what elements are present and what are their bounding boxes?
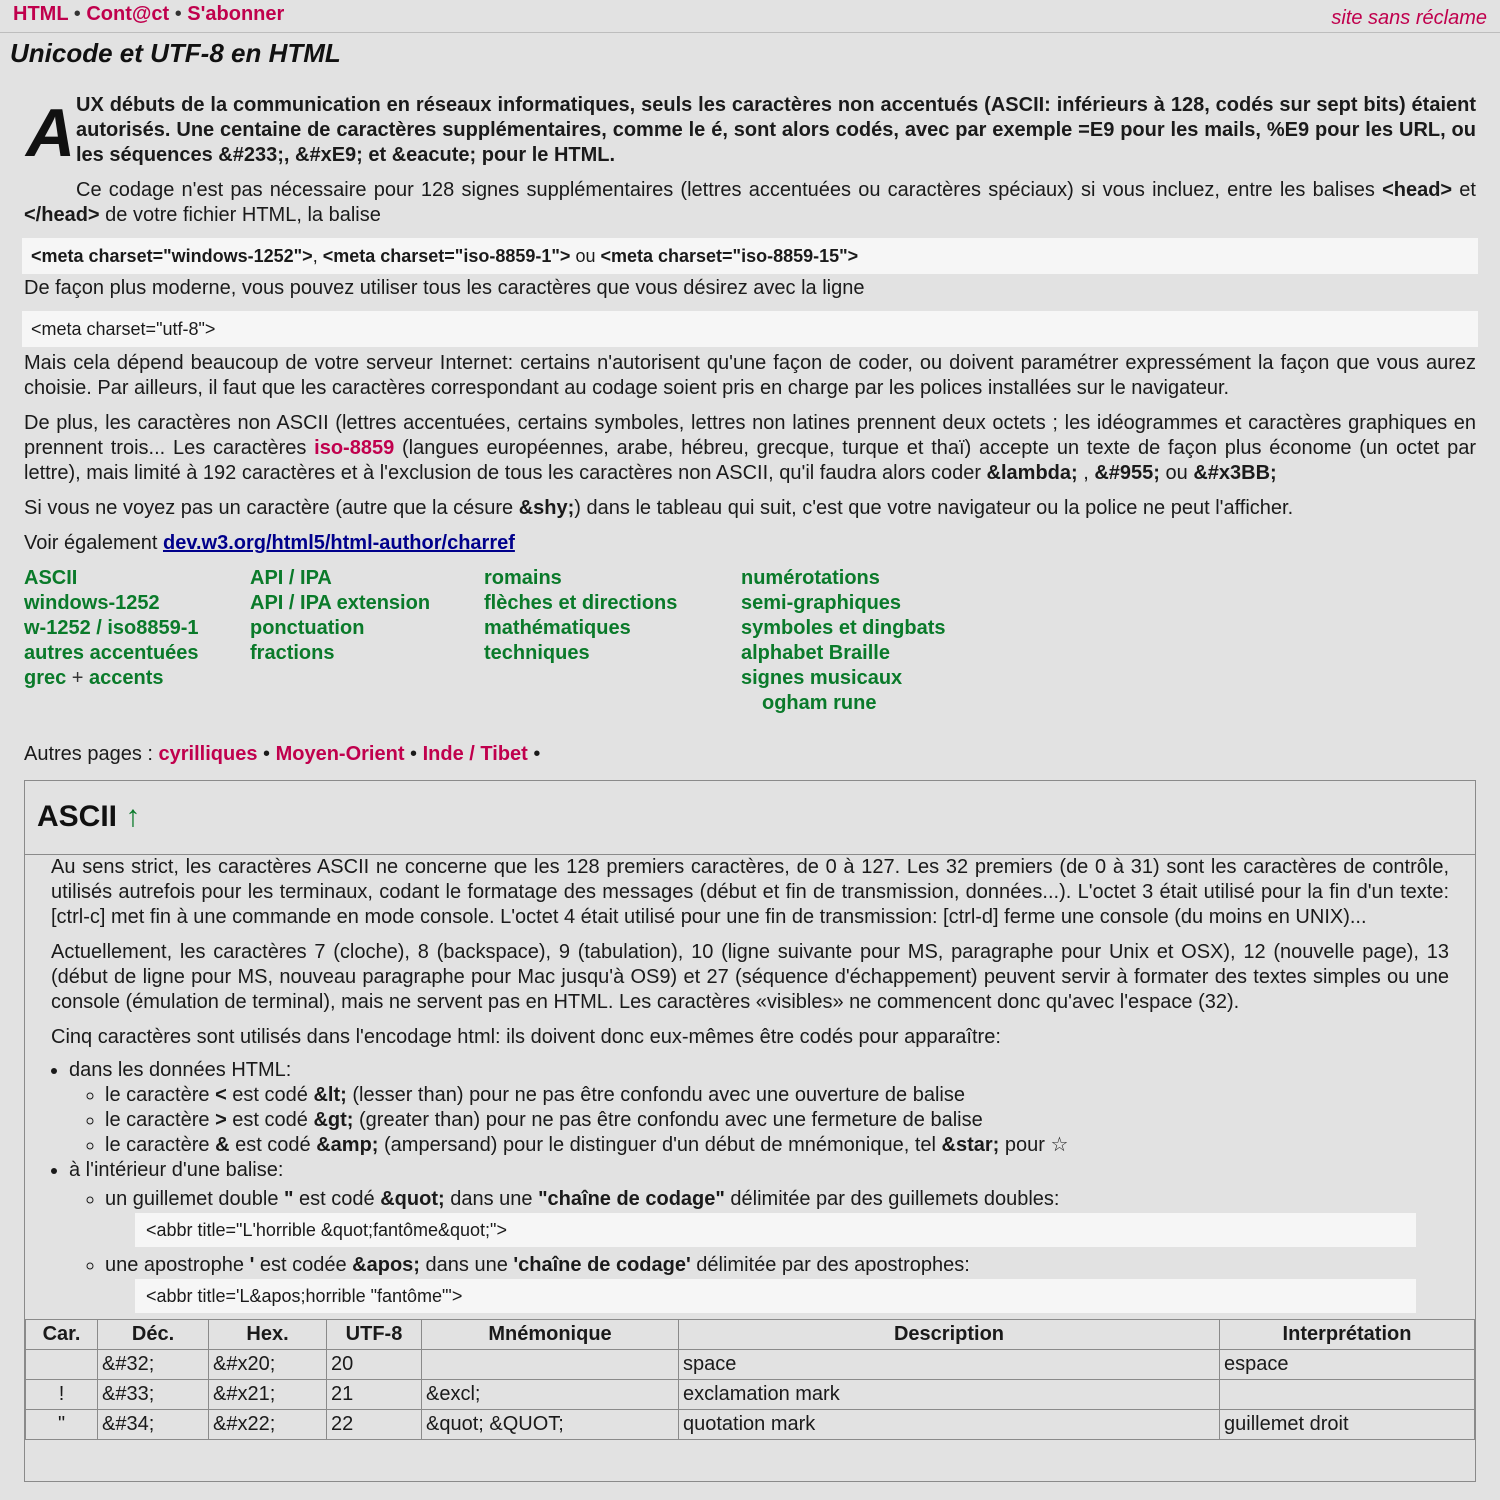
category-index	[24, 566, 1476, 716]
table-cell: &#33;	[98, 1380, 209, 1410]
category-link[interactable]: accents	[89, 667, 164, 689]
ad-free-note: site sans réclame	[1331, 7, 1487, 29]
other-pages	[24, 742, 1476, 767]
up-arrow-icon[interactable]: ↑	[125, 800, 141, 833]
ascii-heading	[25, 781, 1475, 834]
ascii-paragraph-2: Actuellement, les caractères 7 (cloche), 8 (backspace), 9 (tabulation), 10 (ligne suivante pour MS, paragraphe pour Unix et OSX), 12 (nouvelle page), 13 (début de ligne pour MS, nouveau paragraphe pour Mac jusqu'à OS9) et 27 (séquence d'échappement) peuvent servir à formater des textes simples ou une console (émulation de terminal), mais ne servent pas en HTML. Les caractères «visibles» ne commencent donc qu'avec l'espace (32).	[51, 941, 1449, 1013]
text: ,	[312, 246, 323, 266]
code-head-close: </head>	[24, 204, 100, 226]
separator: •	[527, 743, 541, 765]
sub-list	[69, 1187, 1449, 1313]
category-link[interactable]: ASCII	[24, 567, 78, 589]
ascii-paragraph-1: Au sens strict, les caractères ASCII ne concerne que les 128 premiers caractères, de 0 à 127. Les 32 premiers (de 0 à 31) sont les caractères de contrôle, utilisés autrefois pour les terminaux, codant le formatage des messages (début et fin de transmission, données...). L'octet 3 était utilisé pour la fin d'un texte: [ctrl-c] met fin à une commande en mode console. L'octet 4 était utilisé pour une fin de transmission: [ctrl-d] ferme une console (du moins en UNIX)...	[51, 856, 1449, 928]
text: ,	[1077, 462, 1095, 484]
table-cell: guillemet droit	[1220, 1410, 1475, 1440]
code-lt: &lt;	[313, 1084, 347, 1106]
list-item	[105, 1187, 1449, 1247]
ascii-table	[25, 1319, 1475, 1440]
list-item	[105, 1108, 1449, 1133]
text: dans une	[444, 1188, 539, 1210]
intro-lead-text: UX débuts de la communication en réseaux informatiques, seuls les caractères non accentués (ASCII: inférieurs à 128, codés sur sept bits) étaient autorisés. Une centaine de caractères supplémentaires, comme le é, sont alors codés, avec par exemple =E9 pour les mails, %E9 pour les URL, ou les séquences &#233;, &#xE9; et &eacute; pour le HTML.	[76, 94, 1476, 166]
char: >	[215, 1109, 227, 1131]
code-lambda: &lambda;	[986, 462, 1078, 484]
char: &	[215, 1134, 230, 1156]
text: +	[66, 667, 90, 689]
category-link[interactable]: fractions	[250, 642, 335, 664]
text: est codé	[293, 1188, 381, 1210]
code-x3bb: &#x3BB;	[1193, 462, 1277, 484]
table-cell	[26, 1350, 98, 1380]
other-page-link[interactable]: Tibet	[480, 743, 528, 765]
text: Ce codage n'est pas nécessaire pour 128 signes supplémentaires (lettres accentuées ou caractères spéciaux) si vous incluez, entre les balises	[76, 179, 1383, 201]
category-link[interactable]: mathématiques	[484, 617, 631, 639]
top-nav	[13, 2, 284, 27]
table-cell: space	[679, 1350, 1220, 1380]
text: une apostrophe	[105, 1254, 250, 1276]
category-link[interactable]: symboles et dingbats	[741, 617, 946, 639]
iso-8859-link[interactable]: iso-8859	[314, 437, 395, 459]
charref-link[interactable]: dev.w3.org/html5/html-author/charref	[162, 532, 515, 554]
text: pour ☆	[999, 1134, 1069, 1156]
code-example-apos: <abbr title='L&apos;horrible "fantôme"'>	[135, 1279, 1416, 1313]
column-header: UTF-8	[327, 1320, 422, 1350]
text: le caractère	[105, 1134, 216, 1156]
table-cell: &#34;	[98, 1410, 209, 1440]
code-955: &#955;	[1094, 462, 1160, 484]
text: (langues européennes, arabe, hébreu, grecque, turque et thaï) accepte un texte de façon plus économe (un octet par lettre), mais limité à 192 caractères et à l'exclusion de tous les caractères non ASCII, qu'il faudra alors coder	[24, 437, 1476, 484]
table-row	[26, 1350, 1475, 1380]
text: ) dans le tableau qui suit, c'est que votre navigateur ou la police ne peut l'afficher.	[574, 497, 1294, 519]
other-page-link[interactable]: Inde	[422, 743, 464, 765]
drop-cap: A	[26, 95, 76, 171]
table-cell: quotation mark	[679, 1410, 1220, 1440]
char: '	[249, 1254, 255, 1276]
column-header: Interprétation	[1220, 1320, 1475, 1350]
category-link[interactable]: romains	[484, 567, 562, 589]
table-cell: 20	[327, 1350, 422, 1380]
other-page-link[interactable]: Moyen-Orient	[275, 743, 405, 765]
nav-separator: •	[174, 3, 182, 25]
code-apos: &apos;	[352, 1254, 420, 1276]
text: un guillemet double	[105, 1188, 285, 1210]
category-link[interactable]: windows-1252	[24, 592, 160, 614]
text: (ampersand) pour le distinguer d'un début de mnémonique, tel	[378, 1134, 942, 1156]
other-page-link[interactable]: cyrilliques	[158, 743, 258, 765]
code-head-open: <head>	[1382, 179, 1453, 201]
code-block-utf8: <meta charset="utf-8">	[22, 311, 1478, 347]
text: dans les données HTML:	[69, 1059, 292, 1081]
table-cell: 21	[327, 1380, 422, 1410]
ascii-section-header	[25, 781, 1475, 855]
code-example-quot: <abbr title="L'horrible &quot;fantôme&quot;">	[135, 1213, 1416, 1247]
text: le caractère	[105, 1084, 216, 1106]
code-string: "chaîne de codage"	[538, 1188, 725, 1210]
category-column-3	[484, 566, 677, 666]
other-pages-label: Autres pages :	[24, 743, 159, 765]
code-iso-8859-1: <meta charset="iso-8859-1">	[322, 246, 571, 266]
table-cell	[422, 1350, 679, 1380]
text: est codé	[226, 1084, 314, 1106]
code-shy: &shy;	[518, 497, 575, 519]
category-column-4	[741, 566, 946, 716]
intro-lead	[24, 93, 1476, 171]
table-cell: exclamation mark	[679, 1380, 1220, 1410]
ascii-heading-text: ASCII	[37, 800, 118, 833]
table-cell: &#x20;	[209, 1350, 327, 1380]
intro-paragraph-4	[24, 411, 1476, 486]
list-item	[105, 1133, 1449, 1158]
category-link[interactable]: API / IPA extension	[250, 592, 431, 614]
code-iso-8859-15: <meta charset="iso-8859-15">	[600, 246, 859, 266]
table-cell	[1220, 1380, 1475, 1410]
sub-list	[69, 1083, 1449, 1158]
code-string: 'chaîne de codage'	[513, 1254, 691, 1276]
nav-contact-link[interactable]: Cont@ct	[86, 3, 170, 25]
char: "	[284, 1188, 294, 1210]
category-link[interactable]: signes musicaux	[741, 667, 903, 689]
text: de votre fichier HTML, la balise	[99, 204, 381, 226]
ascii-section	[24, 780, 1476, 1482]
text: Voir également	[24, 532, 163, 554]
text: dans une	[419, 1254, 514, 1276]
column-header: Mnémonique	[422, 1320, 679, 1350]
code-quot: &quot;	[380, 1188, 445, 1210]
text: est codé	[226, 1109, 314, 1131]
column-header: Hex.	[209, 1320, 327, 1350]
code-windows-1252: <meta charset="windows-1252">	[31, 246, 313, 266]
category-link[interactable]: ogham rune	[762, 692, 877, 714]
separator: •	[257, 743, 276, 765]
nav-separator: •	[73, 3, 81, 25]
table-cell: &#x21;	[209, 1380, 327, 1410]
text: est codée	[254, 1254, 353, 1276]
category-link[interactable]: autres accentuées	[24, 642, 199, 664]
table-cell: &#32;	[98, 1350, 209, 1380]
table-cell: &#x22;	[209, 1410, 327, 1440]
column-header: Car.	[26, 1320, 98, 1350]
intro-paragraph-3: Mais cela dépend beaucoup de votre serveur Internet: certains n'autorisent qu'une façon de coder, ou doivent paramétrer expressément la façon que vous aurez choisie. Par ailleurs, il faut que les caractères correspondant au codage soient pris en charge par les polices installées sur le navigateur.	[24, 352, 1476, 399]
list-item	[69, 1158, 1449, 1313]
text: (greater than) pour ne pas être confondu avec une fermeture de balise	[353, 1109, 983, 1131]
char: <	[215, 1084, 227, 1106]
table-cell: espace	[1220, 1350, 1475, 1380]
column-header: Description	[679, 1320, 1220, 1350]
code-star: &star;	[941, 1134, 1000, 1156]
table-header-row	[26, 1320, 1475, 1350]
table-cell: &excl;	[422, 1380, 679, 1410]
page-title: Unicode et UTF-8 en HTML	[10, 38, 341, 68]
nav-subscribe-link[interactable]: S'abonner	[187, 3, 285, 25]
text: le caractère	[105, 1109, 216, 1131]
text: délimitée par des guillemets doubles:	[724, 1188, 1060, 1210]
text: est codé	[229, 1134, 317, 1156]
text: De plus, les caractères non ASCII (lettres accentuées, certains symboles, lettres non latines prennent deux octets ; les idéogrammes et caractères graphiques en prennent trois... Les caractères	[24, 412, 1476, 459]
text: ou	[1159, 462, 1194, 484]
category-link[interactable]: w-1252 / iso8859-1	[24, 617, 199, 639]
category-link[interactable]: techniques	[484, 642, 590, 664]
column-header: Déc.	[98, 1320, 209, 1350]
category-link[interactable]: ponctuation	[250, 617, 365, 639]
intro-paragraph-1	[24, 178, 1476, 228]
main-content	[24, 93, 1476, 1482]
category-link[interactable]: alphabet Braille	[741, 642, 890, 664]
separator: •	[404, 743, 423, 765]
category-link[interactable]: numérotations	[741, 567, 880, 589]
category-line-grec	[24, 666, 199, 691]
intro-paragraph-5	[24, 496, 1476, 521]
text: (lesser than) pour ne pas être confondu avec une ouverture de balise	[346, 1084, 965, 1106]
ascii-section-body	[25, 855, 1475, 1313]
code-amp: &amp;	[316, 1134, 379, 1156]
table-cell: "	[26, 1410, 98, 1440]
text: à l'intérieur d'une balise:	[69, 1159, 284, 1181]
code-gt: &gt;	[313, 1109, 354, 1131]
see-also	[24, 531, 1476, 556]
text: Si vous ne voyez pas un caractère (autre que la césure	[24, 497, 519, 519]
code-block-charsets	[22, 238, 1478, 274]
list-item	[105, 1083, 1449, 1108]
list-item	[105, 1253, 1449, 1313]
text: et	[1452, 179, 1476, 201]
category-link[interactable]: grec	[24, 667, 67, 689]
category-column-1	[24, 566, 199, 691]
text: ou	[570, 246, 601, 266]
table-row	[26, 1410, 1475, 1440]
table-cell: 22	[327, 1410, 422, 1440]
text: délimitée par des apostrophes:	[690, 1254, 970, 1276]
table-cell: !	[26, 1380, 98, 1410]
table-cell: &quot; &QUOT;	[422, 1410, 679, 1440]
encoding-list	[51, 1058, 1449, 1313]
table-row	[26, 1380, 1475, 1410]
category-link[interactable]: flèches et directions	[484, 592, 678, 614]
ascii-paragraph-3: Cinq caractères sont utilisés dans l'encodage html: ils doivent donc eux-mêmes être codés pour apparaître:	[51, 1026, 1001, 1048]
intro-paragraph-2: De façon plus moderne, vous pouvez utiliser tous les caractères que vous désirez avec la ligne	[24, 277, 865, 299]
category-column-2	[250, 566, 430, 666]
category-link[interactable]: API / IPA	[250, 567, 332, 589]
nav-html-link[interactable]: HTML	[13, 3, 69, 25]
list-item	[69, 1058, 1449, 1158]
category-link[interactable]: semi-graphiques	[741, 592, 902, 614]
separator: /	[463, 743, 481, 765]
top-bar	[0, 0, 1500, 33]
